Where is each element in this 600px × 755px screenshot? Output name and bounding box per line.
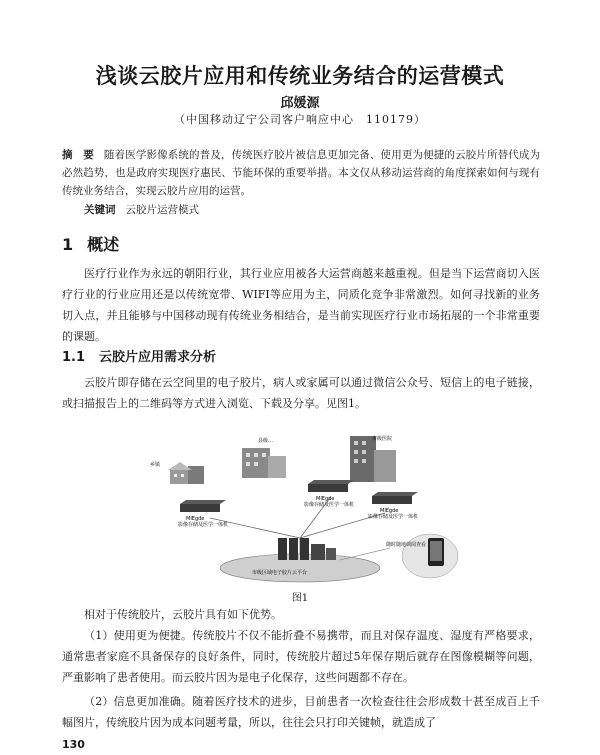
figure-cloud-film-diagram: [140, 428, 470, 588]
keywords-text: 云胶片运营模式: [125, 204, 199, 216]
affiliation: （中国移动辽宁公司客户响应中心 110179）: [174, 113, 426, 126]
list-item: （1）使用更为便捷。传统胶片不仅不能折叠不易携带，而且对保存温度、湿度有严格要求，通常患者家庭不具备保存的良好条件，同时，传统胶片超过5年保存期后就存在图像模糊等问题，严重影响了患者使用。而云胶片因为是电子化保存，这些问题都不存在。: [62, 629, 540, 684]
subsection-title: 云胶片应用需求分析: [99, 350, 217, 365]
keywords: [84, 202, 544, 217]
mobile-phone-icon: [402, 534, 458, 578]
section-heading: [62, 232, 119, 255]
abstract: [62, 146, 540, 200]
article-title: 浅谈云胶片应用和传统业务结合的运营模式: [95, 64, 505, 88]
section-title: 概述: [87, 235, 120, 254]
author-name: 邱媛源: [280, 96, 320, 111]
township-label: 乡镇: [150, 462, 161, 468]
callout-pointer: [340, 548, 390, 560]
miedge-sublabel: 影像存储及医学一体机: [304, 502, 355, 508]
body-paragraph: 医疗行业作为永远的朝阳行业，其行业应用被各大运营商越来越重视。但是当下运营商切入医疗行业的行业应用还是以传统宽带、WIFI等应用为主，同质化竞争非常激烈。如何寻找新的业务切入点，并且能够与中国移动现有传统业务相结合，是当前实现医疗行业市场拓展的一个非常重要的课题。: [62, 267, 540, 343]
page-number: 130: [62, 738, 85, 751]
city-hospital-icon: [350, 436, 396, 482]
keywords-label: 关键词: [84, 204, 116, 216]
body-paragraph: 云胶片即存储在云空间里的电子胶片，病人或家属可以通过微信公众号、短信上的电子链接，或扫描报告上的二维码等方式进入浏览、下载及分享。见图1。: [62, 376, 540, 410]
miedge-label: MIEgde: [316, 496, 335, 502]
body-paragraph: 相对于传统胶片，云胶片具有如下优势。: [84, 608, 282, 621]
miedge-device-icon: [180, 500, 226, 512]
township-clinic-icon: [168, 462, 204, 484]
county-hospital-label: 县级…: [258, 438, 274, 444]
miedge-sublabel: 影像存储及医学一体机: [368, 514, 419, 520]
section-number: 1: [62, 235, 74, 254]
miedge-label: MIEgde: [380, 508, 399, 514]
abstract-label: 摘 要: [62, 149, 94, 161]
miedge-sublabel: 影像存储及医学一体机: [178, 522, 229, 528]
subsection-number: 1.1: [62, 350, 86, 365]
city-hospital-label: 市级医院: [372, 436, 393, 442]
subsection-heading: [62, 346, 216, 365]
county-hospital-icon: [242, 448, 286, 478]
link-line: [210, 518, 300, 538]
list-item: （2）信息更加准确。随着医疗技术的进步，目前患者一次检查往往会形成数十甚至成百上千幅图片，传统胶片因为成本问题考量，所以，往往会只打印关键帧，就造成了: [62, 695, 540, 729]
figure-caption: 图1: [291, 593, 309, 604]
platform-label: 市级区域电子胶片云平台: [252, 570, 308, 576]
miedge-device-icon: [372, 492, 418, 504]
miedge-device-icon: [308, 480, 354, 492]
callout-label: 随时随地调阅查看: [386, 542, 427, 548]
abstract-text: 随着医学影像系统的普及，传统医疗胶片被信息更加完备、使用更为便捷的云胶片所替代成为必然趋势，也是政府实现医疗惠民、节能环保的重要举措。本文仅从移动运营商的角度探索如何与现有传统业务结合，实现云胶片应用的运营。: [62, 149, 541, 197]
miedge-label: MIEgde: [186, 516, 205, 522]
